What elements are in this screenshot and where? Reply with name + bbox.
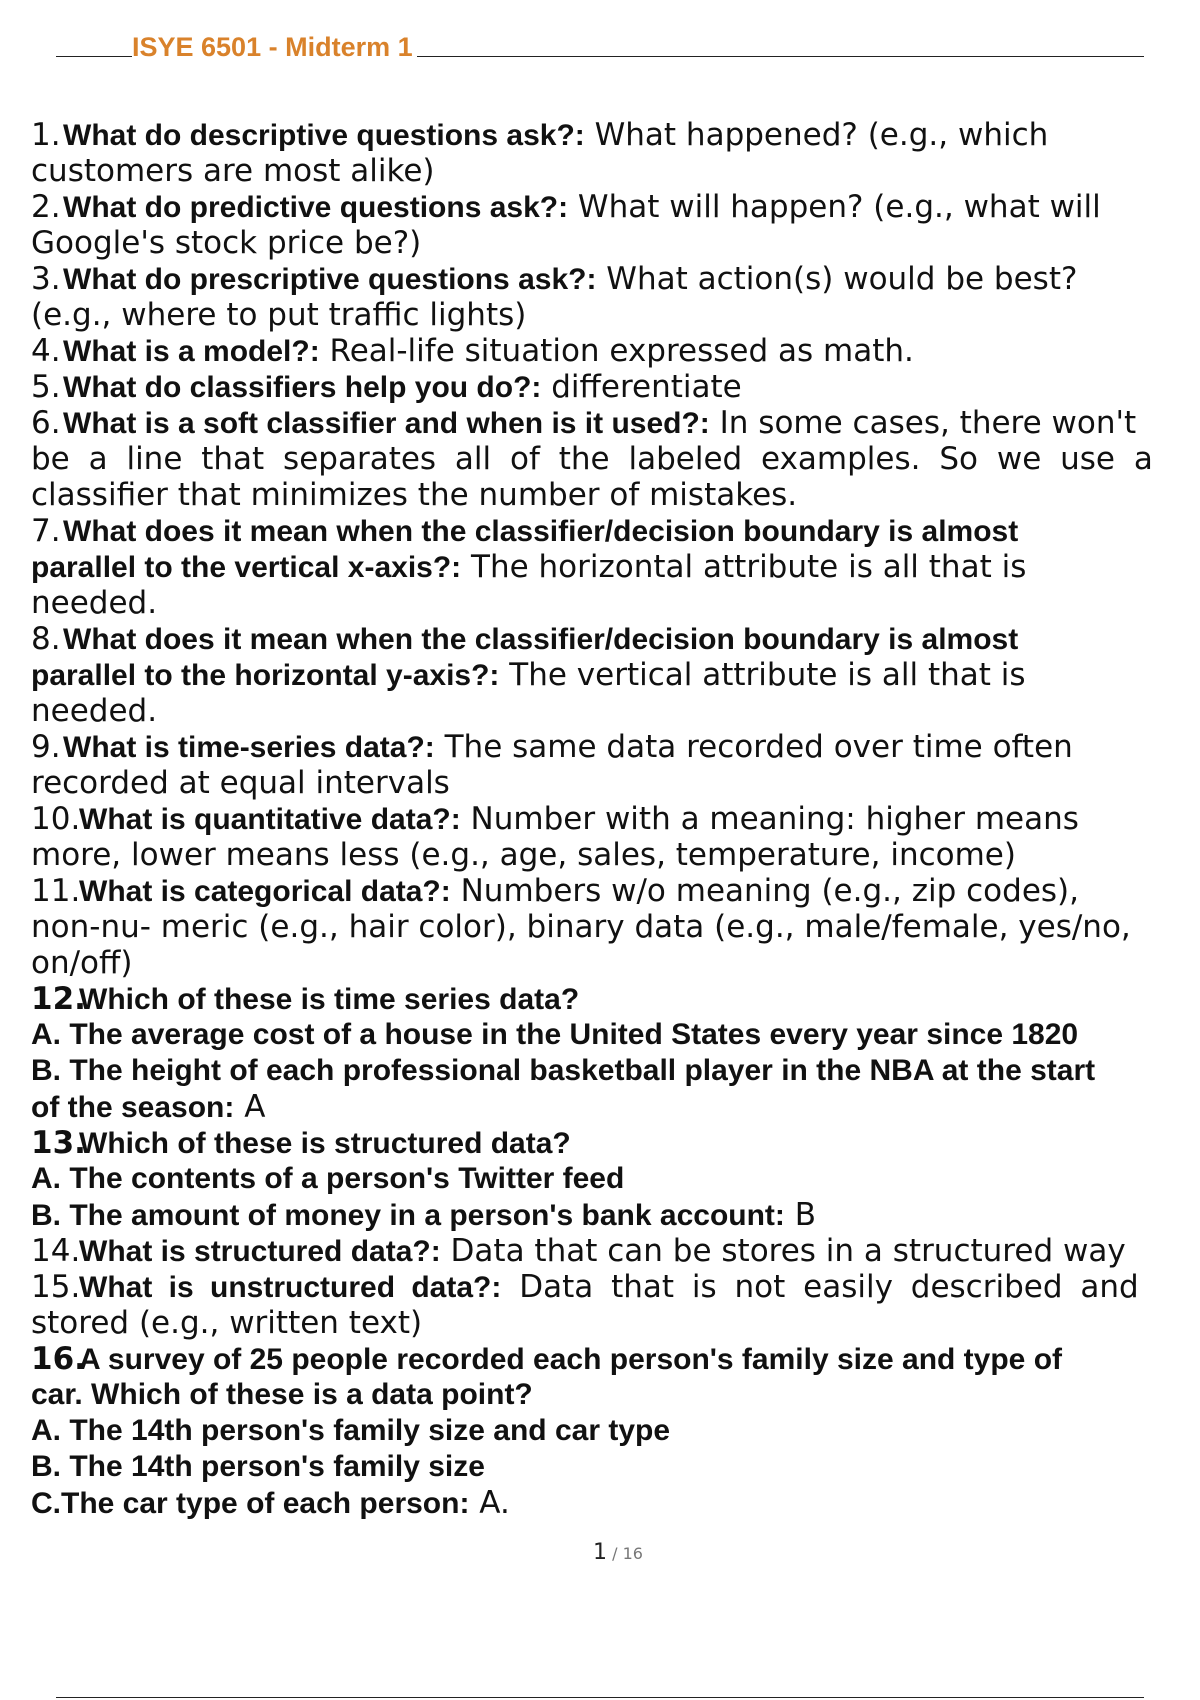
list-item: 7.What does it mean when the classifier/decision boundary is almost [31, 513, 1019, 549]
list-item: 14.What is structured data?: Data that can be stores in a structured way [31, 1233, 1126, 1269]
list-item: 10.What is quantitative data?: Number with a meaning: higher means [31, 801, 1079, 837]
list-item: 16.A survey of 25 people recorded each person's family size and type of [31, 1341, 1063, 1377]
list-item: 5.What do classifiers help you do?: differentiate [31, 369, 742, 405]
footer-rule [56, 1697, 1144, 1698]
list-item: 13.Which of these is structured data? [31, 1125, 571, 1161]
list-item: 15.What is unstructured data?: Data that is not easily described and [31, 1269, 1139, 1305]
list-item: 11.What is categorical data?: Numbers w/o meaning (e.g., zip codes), [31, 873, 1079, 909]
list-item: 3.What do prescriptive questions ask?: What action(s) would be best? [31, 261, 1078, 297]
list-item: 4.What is a model?: Real-life situation expressed as math. [31, 333, 914, 369]
document-body: 1.What do descriptive questions ask?: What happened? (e.g., which customers are most alike) 2.What do predictive questions ask?: What will happen? (e.g., what will Google's stock price be?) 3.What do prescriptive questions ask?: What action(s) would be best? (e.g., where to put traffic lights) 4.What is a model?: Real-life situation expressed as math. 5.What do classifiers help you do?: differentiate 6.What is a soft classifier and when is it used?: In some cases, there won't be a line that separates all of the labeled examples. So we use a classifier that minimizes the number of mistakes. 7.What does it mean when the classifier/decision boundary is almost parallel to the vertical x-axis?: The horizontal attribute is all that is needed. 8.What does it mean when the classifier/decision boundary is almost parallel to the horizontal y-axis?: The vertical attribute is all that is needed. 9.What is time-series data?: The same data recorded over time often recorded at equal intervals 10.What is quantitative data?: Number with a meaning: higher means more, lower means less (e.g., age, sales, temperature, income) 11.What is categorical data?: Numbers w/o meaning (e.g., zip codes), non-nu- meric (e.g., hair color), binary data (e.g., male/female, yes/no, on/off) 12.Which of these is time series data? A. The average cost of a house in the United States every year since 1820 B. The height of each professional basketball player in the NBA at the start of the season: A 13.Which of these is structured data? A. The contents of a person's Twitter feed B. The amount of money in a person's bank account: B 14.What is structured data?: Data that can be stores in a structured way 15.What is unstructured data?: Data that is not easily described and stored (e.g., written text) 16.A survey of 25 people recorded each person's family size and type of car. Which of these is a data point? A. The 14th person's family size and car type B. The 14th person's family size C.The car type of each person: A. [31, 117, 1200, 1521]
list-item: 12.Which of these is time series data? [31, 981, 580, 1017]
page-number: 1 / 16 [593, 1540, 643, 1565]
list-item: 9.What is time-series data?: The same data recorded over time often [31, 729, 1073, 765]
list-item: 1.What do descriptive questions ask?: What happened? (e.g., which [31, 117, 1049, 153]
page-title: ISYE 6501 - Midterm 1 [132, 34, 417, 61]
list-item: 8.What does it mean when the classifier/decision boundary is almost [31, 621, 1019, 657]
list-item: 2.What do predictive questions ask?: What will happen? (e.g., what will [31, 189, 1101, 225]
list-item: 6.What is a soft classifier and when is it used?: In some cases, there won't [31, 405, 1137, 441]
